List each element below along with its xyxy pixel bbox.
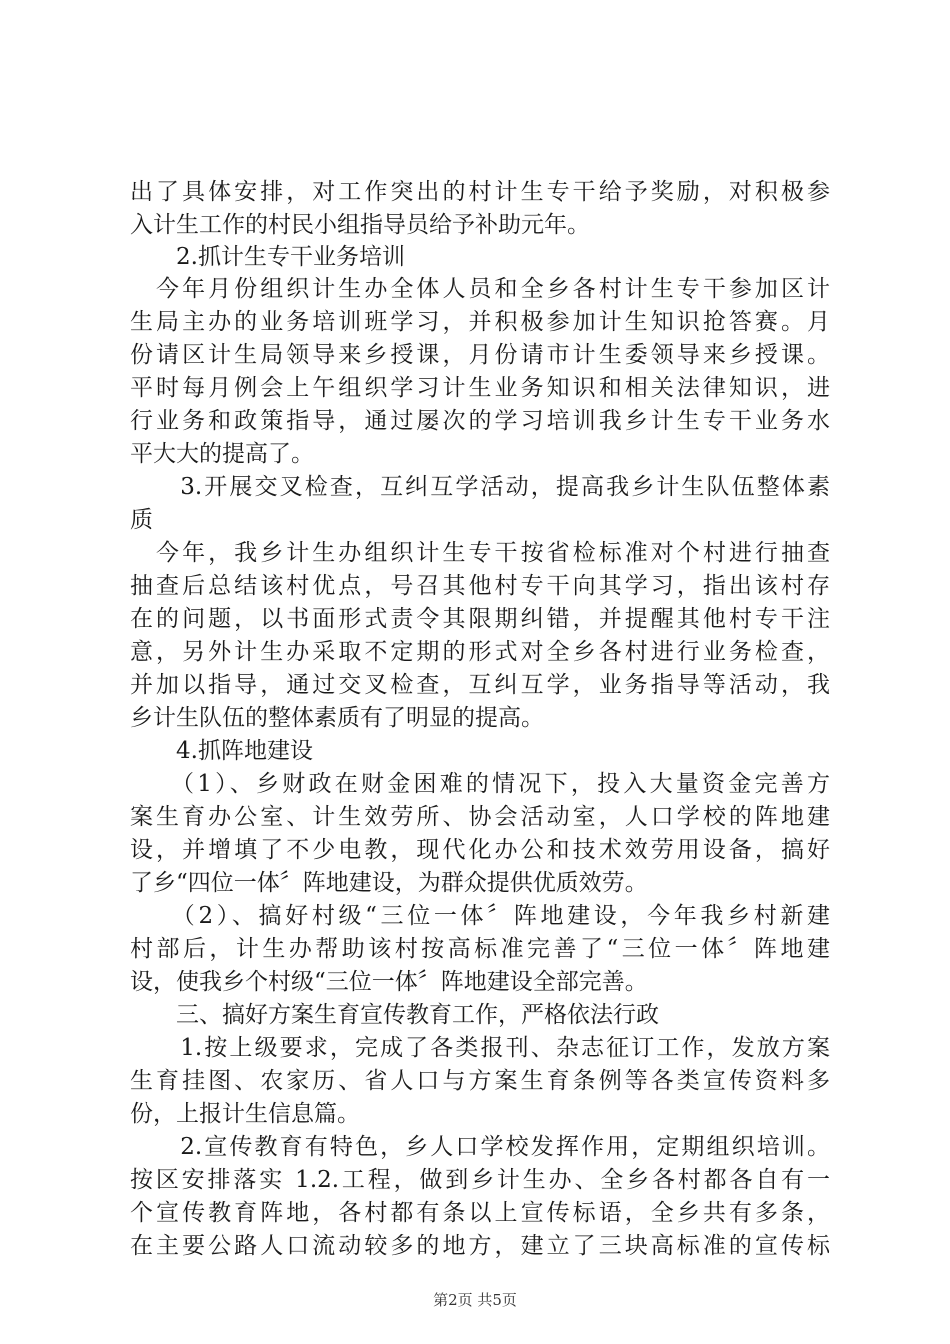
text-line: 抽查后总结该村优点，号召其他村专干向其学习，指出该村存	[130, 573, 830, 599]
section-heading: 4.抓阵地建设	[130, 738, 313, 764]
text-line: 了乡“四位一体〞阵地建设，为群众提供优质效劳。	[130, 870, 648, 896]
text-line: 份请区计生局领导来乡授课，月份请市计生委领导来乡授课。	[130, 342, 830, 368]
text-line: 1.按上级要求，完成了各类报刊、杂志征订工作，发放方案	[130, 1035, 830, 1061]
text-line: 个宣传教育阵地，各村都有条以上宣传标语，全乡共有多条，	[130, 1200, 830, 1226]
section-heading: 三、搞好方案生育宣传教育工作，严格依法行政	[130, 1002, 659, 1028]
text-line: 入计生工作的村民小组指导员给予补助元年。	[130, 212, 590, 238]
text-line: 案生育办公室、计生效劳所、协会活动室，人口学校的阵地建	[130, 804, 830, 830]
text-line: 乡计生队伍的整体素质有了明显的提高。	[130, 705, 544, 731]
text-line: 设，使我乡个村级“三位一体〞阵地建设全部完善。	[130, 969, 648, 995]
text-line: 出了具体安排，对工作突出的村计生专干给予奖励，对积极参	[130, 179, 830, 205]
text-line: 生局主办的业务培训班学习，并积极参加计生知识抢答赛。月	[130, 309, 830, 335]
section-heading: 质	[130, 507, 153, 533]
page-number-footer: 第2页 共5页	[433, 1291, 517, 1309]
text-line: 在主要公路人口流动较多的地方，建立了三块高标准的宣传标	[130, 1233, 830, 1259]
text-line: 份，上报计生信息篇。	[130, 1101, 360, 1127]
text-line: 设，并增填了不少电教，现代化办公和技术效劳用设备，搞好	[130, 837, 830, 863]
text-line: 生育挂图、农家历、省人口与方案生育条例等各类宣传资料多	[130, 1068, 830, 1094]
section-heading: 3.开展交叉检查，互纠互学活动，提高我乡计生队伍整体素	[130, 474, 830, 500]
text-line: 并加以指导，通过交叉检查，互纠互学，业务指导等活动，我	[130, 672, 830, 698]
text-line: 村部后，计生办帮助该村按高标准完善了“三位一体〞阵地建	[130, 936, 830, 962]
section-heading: 2.抓计生专干业务培训	[130, 244, 405, 270]
text-line: （1）、乡财政在财金困难的情况下，投入大量资金完善方	[130, 771, 830, 797]
text-line: （2）、搞好村级“三位一体〞阵地建设，今年我乡村新建	[130, 903, 830, 929]
text-line: 在的问题，以书面形式责令其限期纠错，并提醒其他村专干注	[130, 606, 830, 632]
text-line: 意，另外计生办采取不定期的形式对全乡各村进行业务检查，	[130, 639, 830, 665]
text-line: 今年，我乡计生办组织计生专干按省检标准对个村进行抽查	[130, 540, 830, 566]
text-line: 行业务和政策指导，通过屡次的学习培训我乡计生专干业务水	[130, 408, 830, 434]
text-line: 平时每月例会上午组织学习计生业务知识和相关法律知识，进	[130, 375, 830, 401]
text-line: 今年月份组织计生办全体人员和全乡各村计生专干参加区计	[130, 276, 830, 302]
text-line: 平大大的提高了。	[130, 441, 314, 467]
text-line: 2.宣传教育有特色，乡人口学校发挥作用，定期组织培训。	[130, 1134, 830, 1160]
text-line: 按区安排落实 1.2.工程，做到乡计生办、全乡各村都各自有一	[130, 1167, 830, 1193]
